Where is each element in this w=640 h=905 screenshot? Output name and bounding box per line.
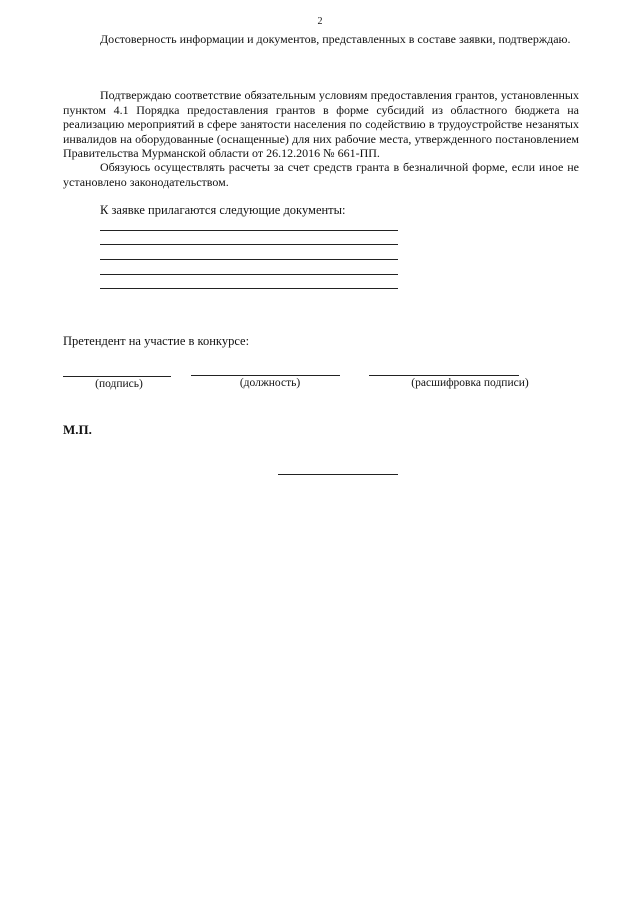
signature-caption: (подпись)	[95, 378, 143, 390]
attachment-line	[100, 259, 398, 260]
applicant-label: Претендент на участие в конкурсе:	[63, 334, 250, 348]
obligation-paragraph: Обязуюсь осуществлять расчеты за счет средств гранта в безналичной форме, если иное не установлено законодательством.	[63, 160, 579, 189]
position-line	[191, 375, 340, 376]
attachments-heading: К заявке прилагаются следующие документы:	[100, 203, 346, 217]
decoding-line	[369, 375, 519, 376]
decoding-caption: (расшифровка подписи)	[411, 377, 529, 389]
position-caption: (должность)	[239, 377, 301, 389]
end-separator-line	[278, 474, 398, 475]
signature-line	[63, 376, 171, 377]
page-number: 2	[317, 16, 323, 27]
stamp-label: М.П.	[63, 422, 92, 437]
attachment-line	[100, 274, 398, 275]
confirmation-paragraph: Достоверность информации и документов, представленных в составе заявки, подтверждаю.	[100, 32, 571, 46]
attachment-line	[100, 244, 398, 245]
attachment-line	[100, 230, 398, 231]
conditions-paragraph: Подтверждаю соответствие обязательным условиям предоставления грантов, установленных пунктом 4.1 Порядка предоставления грантов в форме субсидий из областного бюджета на реализацию мероприятий в сфере занятости населения по содействию в трудоустройстве незанятых инвалидов на оборудованные (оснащенные) для них рабочие места, утвержденного постановлением Правительства Мурманской области от 26.12.2016 № 661-ПП.	[63, 88, 579, 160]
attachment-line	[100, 288, 398, 289]
